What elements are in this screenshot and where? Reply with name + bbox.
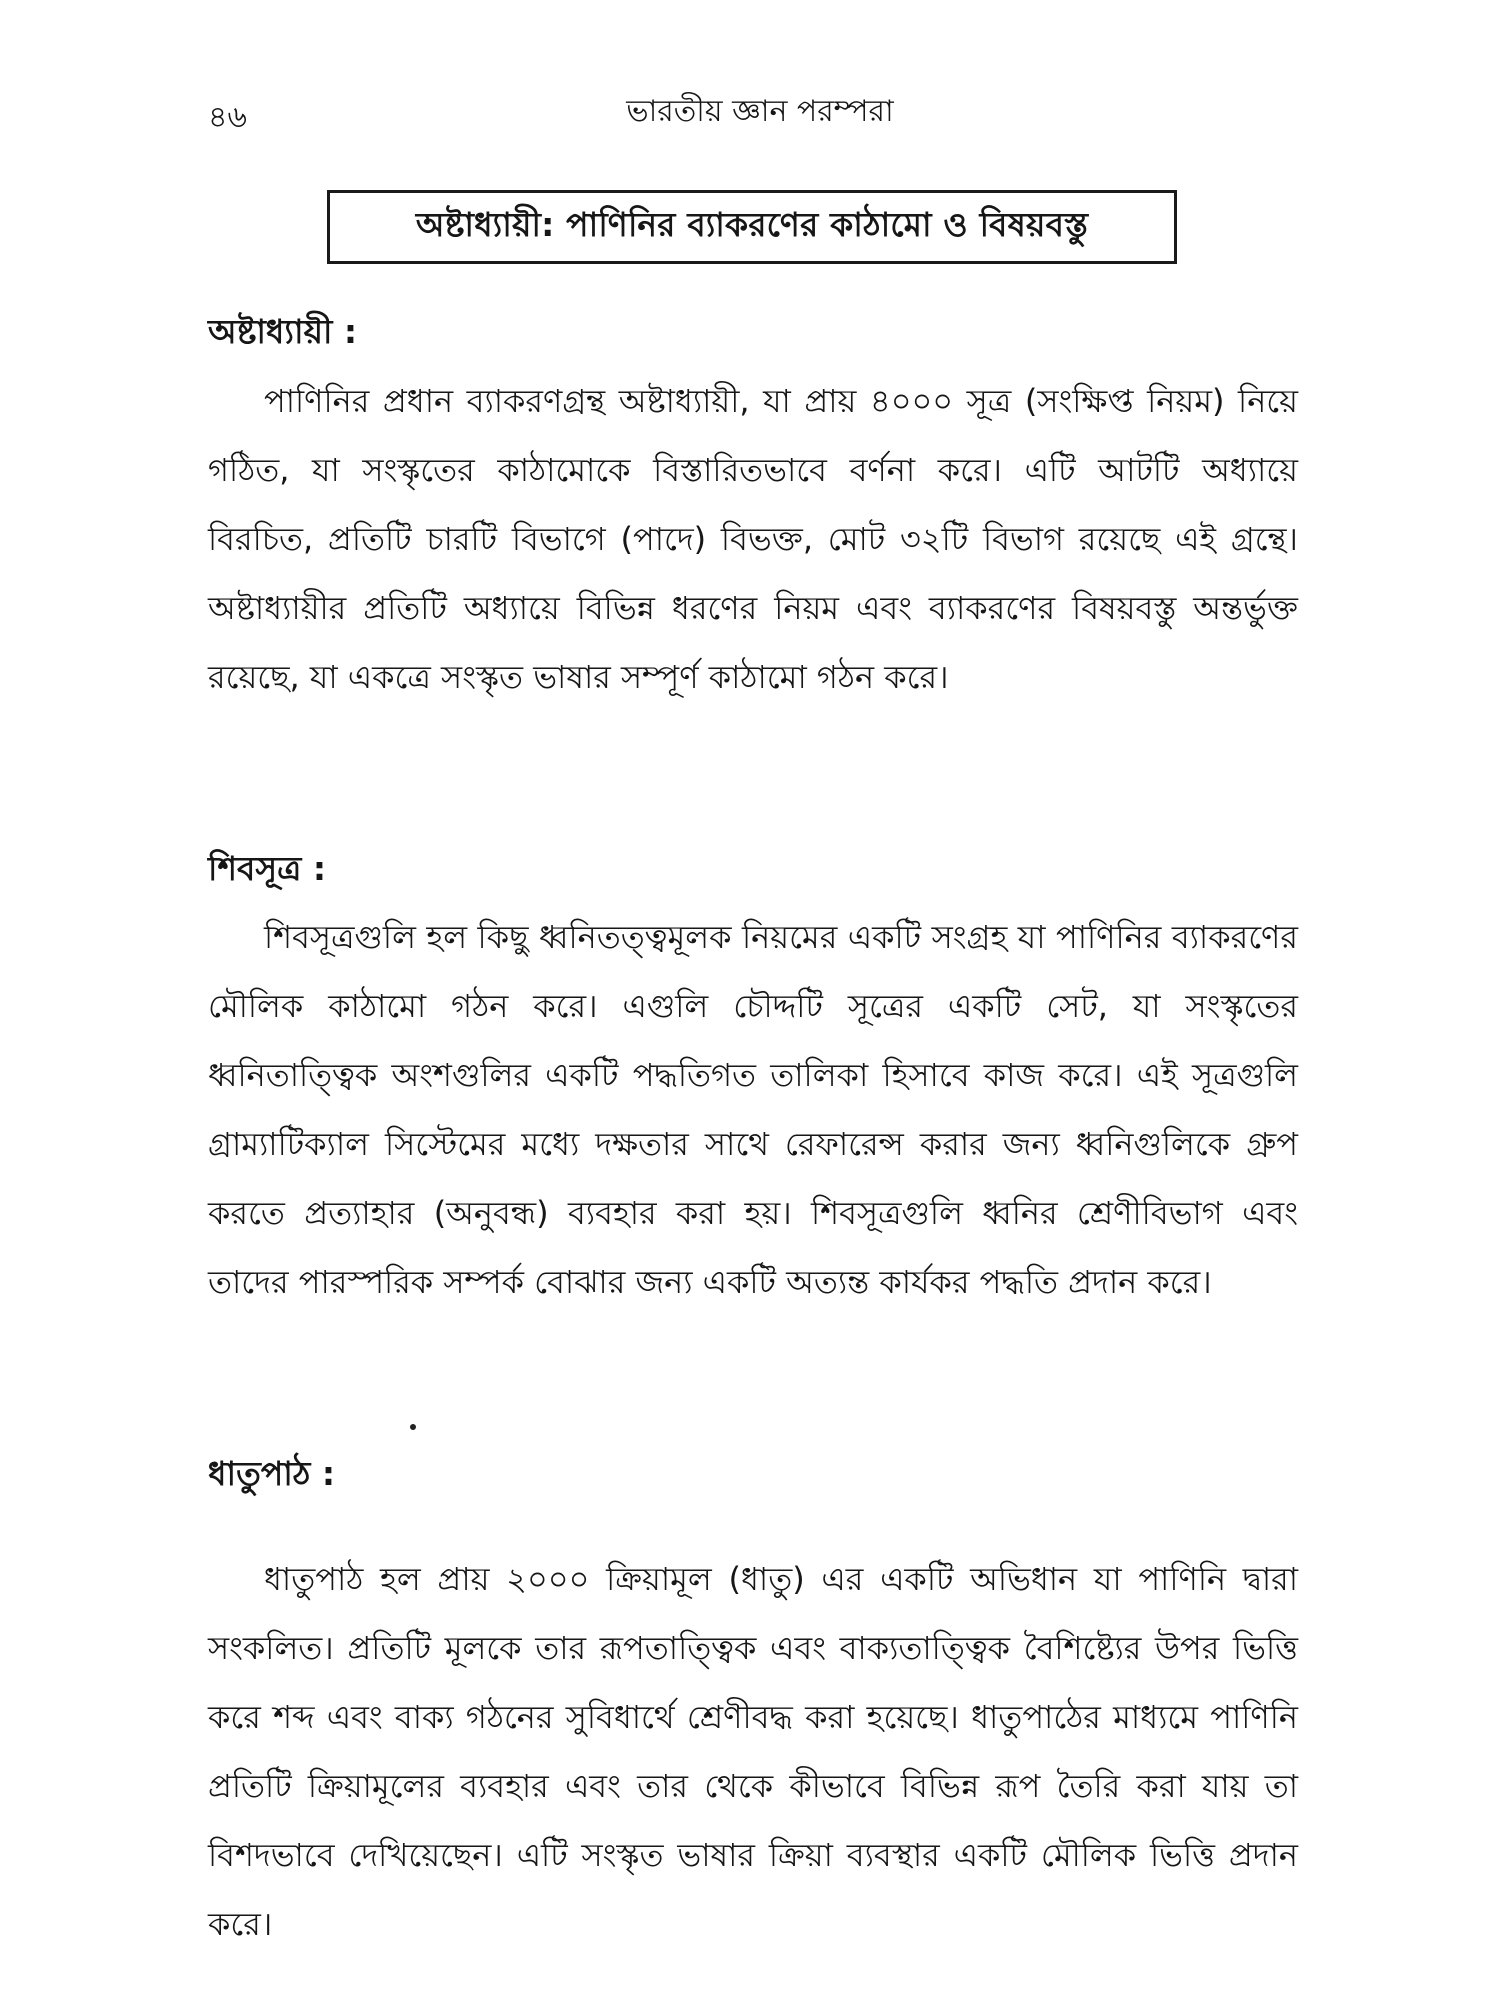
running-head: ভারতীয় জ্ঞান পরম্পরা bbox=[626, 94, 894, 129]
heading-ashtadhyayi: অষ্টাধ্যায়ী : bbox=[208, 312, 358, 351]
section-title: অষ্টাধ্যায়ী: পাণিনির ব্যাকরণের কাঠামো ও বিষয়বস্তু bbox=[415, 205, 1089, 244]
page-number: ৪৬ bbox=[208, 100, 247, 135]
paragraph-shivasutra: শিবসূত্রগুলি হল কিছু ধ্বনিতত্ত্বমূলক নিয়মের একটি সংগ্রহ যা পাণিনির ব্যাকরণের মৌলিক কাঠামো গঠন করে। এগুলি চৌদ্দটি সূত্রের একটি সেট, যা সংস্কৃতের ধ্বনিতাত্ত্বিক অংশগুলির একটি পদ্ধতিগত তালিকা হিসাবে কাজ করে। এই সূত্রগুলি গ্রাম্যাটিক্যাল সিস্টেমের মধ্যে দক্ষতার সাথে রেফারেন্স করার জন্য ধ্বনিগুলিকে গ্রুপ করতে প্রত্যাহার (অনুবন্ধ) ব্যবহার করা হয়। শিবসূত্রগুলি ধ্বনির শ্রেণীবিভাগ এবং তাদের পারস্পরিক সম্পর্ক বোঝার জন্য একটি অত্যন্ত কার্যকর পদ্ধতি প্রদান করে। bbox=[208, 918, 1298, 1301]
print-speck bbox=[410, 1424, 416, 1430]
section-title-box bbox=[327, 190, 1177, 264]
paragraph-dhatupatha: ধাতুপাঠ হল প্রায় ২০০০ ক্রিয়ামূল (ধাতু) এর একটি অভিধান যা পাণিনি দ্বারা সংকলিত। প্রতিটি মূলকে তার রূপতাত্ত্বিক এবং বাক্যতাত্ত্বিক বৈশিষ্ট্যের উপর ভিত্তি করে শব্দ এবং বাক্য গঠনের সুবিধার্থে শ্রেণীবদ্ধ করা হয়েছে। ধাতুপাঠের মাধ্যমে পাণিনি প্রতিটি ক্রিয়ামূলের ব্যবহার এবং তার থেকে কীভাবে বিভিন্ন রূপ তৈরি করা যায় তা বিশদভাবে দেখিয়েছেন। এটি সংস্কৃত ভাষার ক্রিয়া ব্যবস্থার একটি মৌলিক ভিত্তি প্রদান করে। bbox=[208, 1560, 1298, 1943]
heading-shivasutra: শিবসূত্র : bbox=[208, 849, 327, 888]
paragraph-ashtadhyayi: পাণিনির প্রধান ব্যাকরণগ্রন্থ অষ্টাধ্যায়ী, যা প্রায় ৪০০০ সূত্র (সংক্ষিপ্ত নিয়ম) নিয়ে গঠিত, যা সংস্কৃতের কাঠামোকে বিস্তারিতভাবে বর্ণনা করে। এটি আটটি অধ্যায়ে বিরচিত, প্রতিটি চারটি বিভাগে (পাদে) বিভক্ত, মোট ৩২টি বিভাগ রয়েছে এই গ্রন্থে। অষ্টাধ্যায়ীর প্রতিটি অধ্যায়ে বিভিন্ন ধরণের নিয়ম এবং ব্যাকরণের বিষয়বস্তু অন্তর্ভুক্ত রয়েছে, যা একত্রে সংস্কৃত ভাষার সম্পূর্ণ কাঠামো গঠন করে। bbox=[208, 382, 1298, 696]
heading-dhatupatha: ধাতুপাঠ : bbox=[208, 1454, 336, 1493]
